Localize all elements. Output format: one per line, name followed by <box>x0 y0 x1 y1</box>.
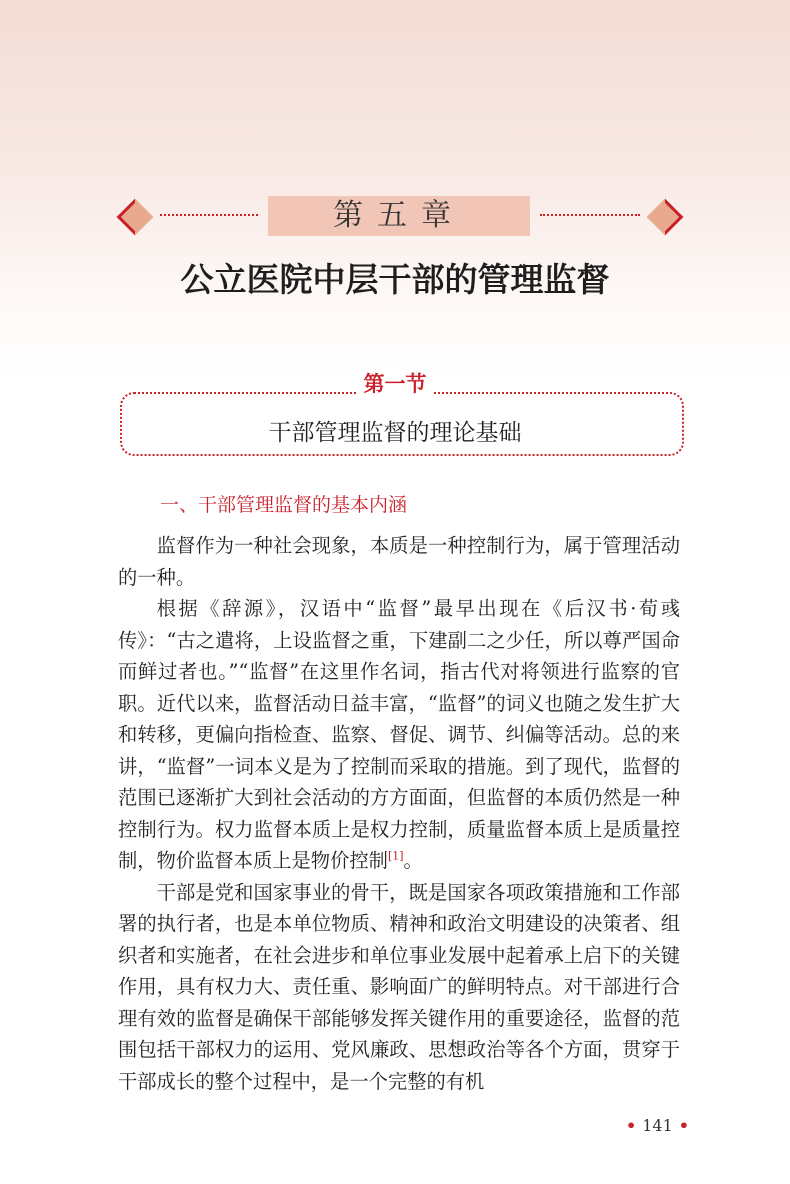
chapter-label: 第五章 <box>268 196 530 236</box>
right-diamond-ornament <box>647 199 684 236</box>
paragraph-3: 干部是党和国家事业的骨干，既是国家各项政策措施和工作部署的执行者，也是本单位物质、精神和政治文明建设的决策者、组织者和实施者，在社会进步和单位事业发展中起着承上启下的关键作用，具有权力大、责任重、影响面广的鲜明特点。对干部进行合理有效的监督是确保干部能够发挥关键作用的重要途径，监督的范围包括干部权力的运用、党风廉政、思想政治等各个方面，贯穿于干部成长的整个过程中，是一个完整的有机 <box>118 880 680 1093</box>
paragraph-2-text: 根据《辞源》，汉语中“监督”最早出现在《后汉书·荀彧传》：“古之遣将，上设监督之重，下建副二之少任，所以尊严国命而鲜过者也。”“监督”在这里作名词，指古代对将领进行监察的官职。近代以来，监督活动日益丰富，“监督”的词义也随之发生扩大和转移，更偏向指检查、监察、督促、调节、纠偏等活动。总的来讲，“监督”一词本义是为了控制而采取的措施。到了现代，监督的范围已逐渐扩大到社会活动的方方面面，但监督的本质仍然是一种控制行为。权力监督本质上是权力控制，质量监督本质上是质量控制，物价监督本质上是物价控制 <box>118 597 680 872</box>
bullet-icon: • <box>678 1116 690 1135</box>
page-number <box>620 1116 695 1135</box>
chapter-title: 公立医院中层干部的管理监督 <box>180 260 610 299</box>
paragraph-1: 监督作为一种社会现象，本质是一种控制行为，属于管理活动的一种。 <box>118 534 680 589</box>
page-number-value: 141 <box>642 1116 673 1135</box>
paragraph-2-end: 。 <box>403 849 423 872</box>
paragraph-2 <box>118 593 680 877</box>
left-dotted-rule <box>160 214 258 216</box>
section-label-text: 第一节 <box>358 371 433 396</box>
right-dotted-rule <box>540 214 640 216</box>
subheading: 一、干部管理监督的基本内涵 <box>160 494 408 516</box>
section-label <box>0 368 790 398</box>
bullet-icon: • <box>626 1116 637 1135</box>
body-text <box>118 530 680 1097</box>
chapter-header <box>0 190 790 240</box>
left-diamond-ornament <box>117 199 154 236</box>
footnote-reference[interactable]: [1] <box>387 849 404 863</box>
section-title: 干部管理监督的理论基础 <box>268 420 522 446</box>
